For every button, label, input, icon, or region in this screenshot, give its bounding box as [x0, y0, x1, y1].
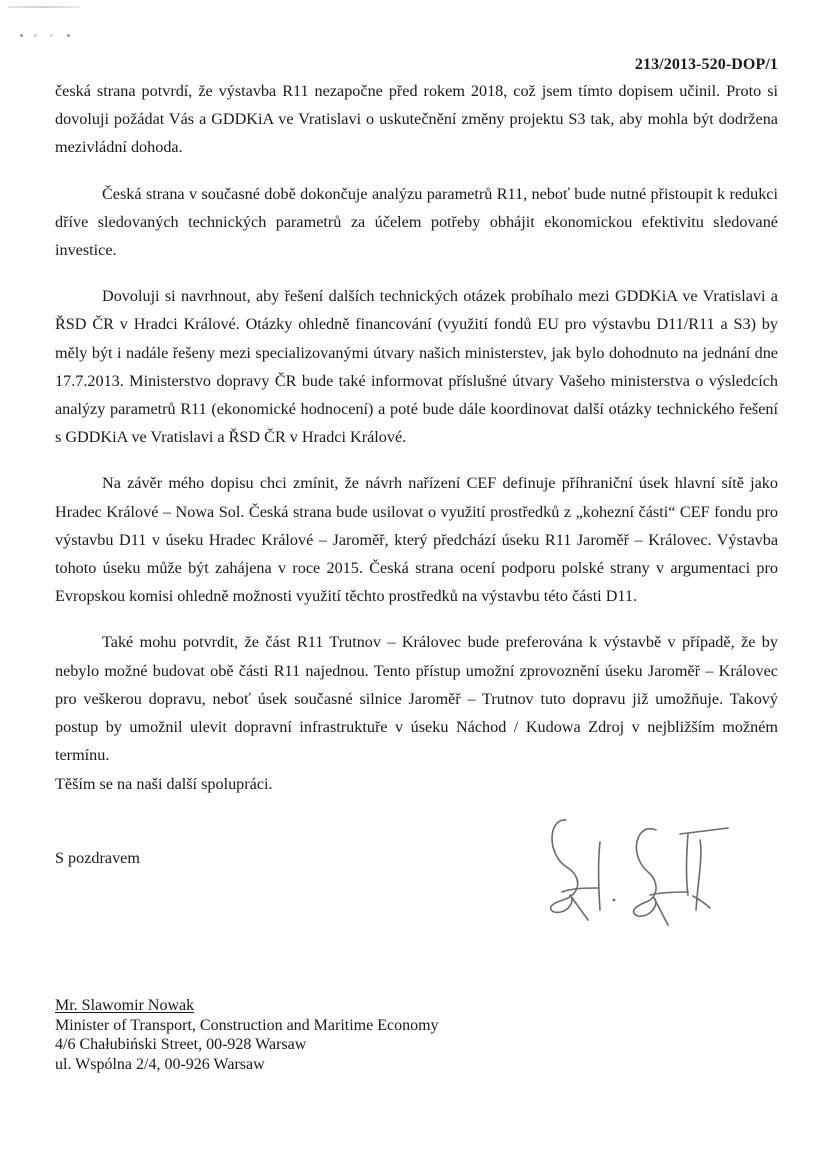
signature-icon [528, 800, 748, 940]
paragraph-2: Česká strana v současné době dokončuje analýzu parametrů R11, neboť bude nutné přistoupit k redukci dříve sledovaných technických parametrů za účelem potřeby obhájit ekonomickou efektivitu sledované investice. [55, 184, 778, 260]
scan-artifact-dots [20, 34, 80, 38]
paragraph-3: Dovoluji si navrhnout, aby řešení dalších technických otázek probíhalo mezi GDDKiA ve Vratislavi a ŘSD ČR v Hradci Králové. Otázky ohledně financování (využití fondů EU pro výstavbu D11/R11 a S3) by měly být i nadále řešeny mezi specializovanými útvary našich ministerstev, jak bylo dohodnuto na jednání dne 17.7.2013. Ministerstvo dopravy ČR bude také informovat příslušné útvary Vašeho ministerstva o výsledcích analýzy parametrů R11 (ekonomické hodnocení) a poté bude dále koordinovat další otázky technického řešení s GDDKiA ve Vratislavi a ŘSD ČR v Hradci Králové. [55, 287, 778, 447]
closing-line: Těším se na naši další spolupráci. [55, 775, 273, 793]
recipient-address [55, 996, 439, 1074]
letter-body [55, 77, 778, 787]
scan-artifact-line [8, 6, 80, 8]
recipient-address-line-2: ul. Wspólna 2/4, 00-926 Warsaw [55, 1055, 265, 1073]
recipient-address-line-1: 4/6 Chałubiński Street, 00-928 Warsaw [55, 1036, 307, 1053]
paragraph-4: Na závěr mého dopisu chci zmínit, že návrh nařízení CEF definuje příhraniční úsek hlavní sítě jako Hradec Králové – Nowa Sol. Česká strana bude usilovat o využití prostředků z „kohezní části“ CEF fondu pro výstavbu D11 v úseku Hradec Králové – Jaroměř, který předchází úseku R11 Jaroměř – Královec. Výstavba tohoto úseku může být zahájena v roce 2015. Česká strana ocení podporu polské strany v argumentaci pro Evropskou komisi ohledně možnosti využití těchto prostředků na výstavbu této části D11. [55, 474, 778, 606]
paragraph-1: česká strana potvrdí, že výstavba R11 nezapočne před rokem 2018, což jsem tímto dopisem učinil. Proto si dovoluji požádat Vás a GDDKiA ve Vratislavi o uskutečnění změny projektu S3 tak, aby mohla být dodržena mezivládní dohoda. [55, 82, 778, 157]
recipient-name: Mr. Slawomir Nowak [55, 997, 195, 1014]
recipient-title: Minister of Transport, Construction and Maritime Economy [55, 1016, 439, 1034]
paragraph-5: Také mohu potvrdit, že část R11 Trutnov – Královec bude preferována k výstavbě v případě, že by nebylo možné budovat obě části R11 najednou. Tento přístup umožní zprovoznění úseku Jaroměř – Královec pro veškerou dopravu, neboť úsek současné silnice Jaroměř – Trutnov tuto dopravu již umožňuje. Takový postup by umožnil ulevit dopravní infrastruktuře v úseku Náchod / Kudowa Zdroj v nejbližším možném termínu. [55, 633, 778, 765]
regards-line: S pozdravem [55, 849, 140, 867]
reference-number: 213/2013-520-DOP/1 [634, 56, 778, 73]
